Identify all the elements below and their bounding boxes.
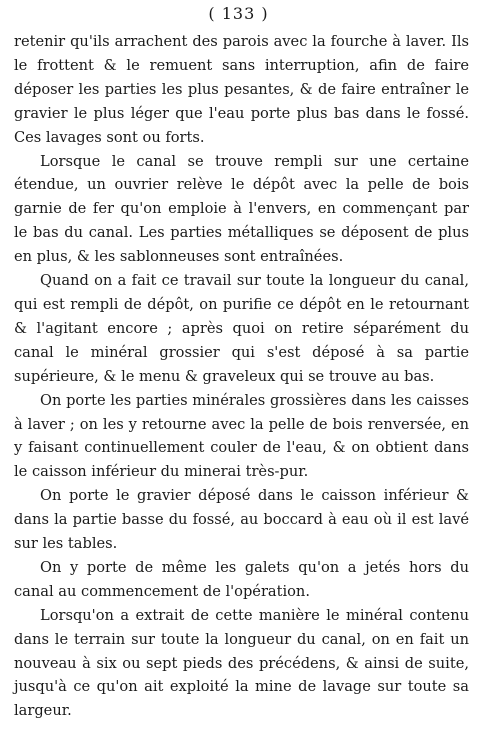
paragraph-1: retenir qu'ils arrachent des parois avec la fourche à laver. Ils le frottent & le remuent sans interruption, afin de faire déposer les parties les plus pesantes, & de faire entraîner le gravier le plus léger que l'eau porte plus bas dans le fossé. Ces lavages sont ou forts. [14,33,469,146]
paragraph-5: On porte le gravier déposé dans le caisson inférieur & dans la partie basse du fossé, au boccard à eau où il est lavé sur les tables. [14,487,469,553]
paragraph-6: On y porte de même les galets qu'on a jetés hors du canal au commencement de l'opération. [14,558,469,600]
paragraph-4: On porte les parties minérales grossières dans les caisses à laver ; on les y retourne avec la pelle de bois renversée, en y faisant continuellement couler de l'eau, & on obtient dans le caisson inférieur du minerai très-pur. [14,391,469,481]
page-number: ( 133 ) [208,4,269,23]
paragraph-3: Quand on a fait ce travail sur toute la longueur du canal, qui est rempli de dépôt, on purifie ce dépôt en le retournant & l'agitant encore ; après quoi on retire séparément du canal le minéral grossier qui s'est déposé à sa partie supérieure, & le menu & graveleux qui se trouve au bas. [14,272,469,385]
body-text [14,30,469,723]
paragraph-2: Lorsque le canal se trouve rempli sur une certaine étendue, un ouvrier relève le dépôt avec la pelle de bois garnie de fer qu'on emploie à l'envers, en commençant par le bas du canal. Les parties métalliques se déposent de plus en plus, & les sablonneuses sont entraînées. [14,152,469,266]
paragraph-7: Lorsqu'on a extrait de cette manière le minéral contenu dans le terrain sur toute la longueur du canal, on en fait un nouveau à six ou sept pieds des précédens, & ainsi de suite, jusqu'à ce qu'on ait exploité la mine de lavage sur toute sa largeur. [14,606,469,720]
